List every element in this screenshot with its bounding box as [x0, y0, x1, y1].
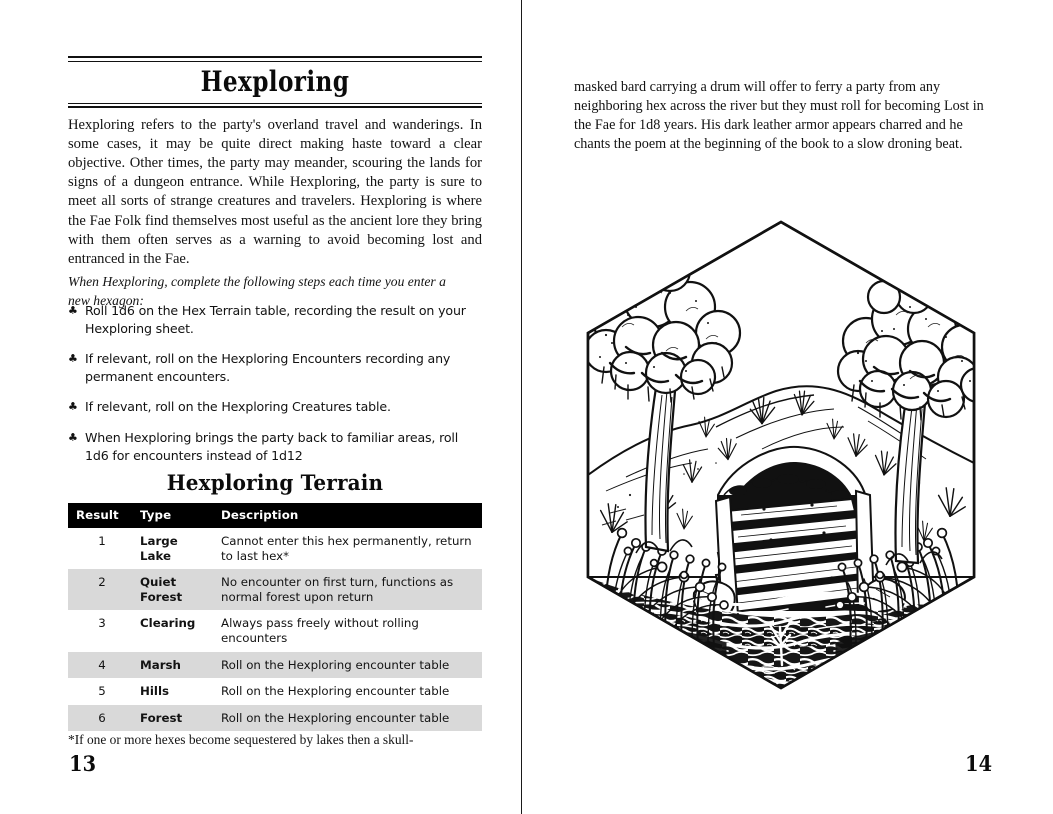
table-row [68, 678, 482, 705]
cell-description: Always pass freely without rolling encounters [214, 610, 482, 651]
table-row [68, 652, 482, 679]
intro-paragraph: Hexploring refers to the party's overland travel and wanderings. In some cases, it may be quite direct making haste toward a clear objective. Other times, the party may meander, scouring the lands for signs of a dungeon entrance. While Hexploring, the party is sure to meet all sorts of strange creatures and travelers. Hexploring is where the Fae Folk find themselves most useful as the ancient lore they bring with them often serves as a warning to avoid becoming lost and entranced in the Fae. [68, 116, 482, 268]
column-header-type: Type [134, 503, 214, 528]
club-bullet-icon: ♣ [68, 430, 78, 444]
title-rule-bottom [68, 103, 482, 109]
cell-description: No encounter on first turn, functions as normal forest upon return [214, 569, 482, 610]
list-item-label: Roll 1d6 on the Hex Terrain table, recording the result on your Hexploring sheet. [85, 303, 466, 336]
cell-result: 2 [68, 569, 134, 610]
table-row [68, 569, 482, 610]
list-item [68, 429, 482, 464]
table-header [68, 503, 482, 528]
club-bullet-icon: ♣ [68, 400, 78, 414]
table-footnote: *If one or more hexes become sequestered by lakes then a skull- [68, 732, 414, 748]
hexagon-landscape-illustration [566, 195, 996, 715]
cell-result: 5 [68, 678, 134, 705]
table-header-row [68, 503, 482, 528]
club-bullet-icon: ♣ [68, 304, 78, 317]
page-number-left: 13 [69, 751, 97, 776]
cell-type: Large Lake [134, 528, 214, 569]
hexploring-steps-list [68, 302, 482, 464]
column-header-result: Result [68, 503, 134, 528]
cell-type: Quiet Forest [134, 569, 214, 610]
table-body [68, 528, 482, 731]
cell-description: Cannot enter this hex permanently, return to last hex* [214, 528, 482, 569]
list-item [68, 302, 482, 337]
cell-description: Roll on the Hexploring encounter table [214, 705, 482, 732]
table-row [68, 705, 482, 732]
list-item [68, 350, 482, 385]
list-item-label: If relevant, roll on the Hexploring Creatures table. [85, 399, 391, 415]
cell-type: Clearing [134, 610, 214, 651]
page-title: Hexploring [200, 64, 350, 98]
chapter-title-block [68, 56, 482, 108]
cell-description: Roll on the Hexploring encounter table [214, 652, 482, 679]
table-row [68, 528, 482, 569]
cell-type: Hills [134, 678, 214, 705]
page-number-right: 14 [964, 751, 992, 776]
right-page [522, 0, 1053, 814]
list-item-label: If relevant, roll on the Hexploring Encounters recording any permanent encounters. [85, 351, 451, 384]
list-item [68, 398, 482, 416]
club-bullet-icon: ♣ [68, 352, 78, 366]
right-page-paragraph: masked bard carrying a drum will offer to ferry a party from any neighboring hex across the river but they must roll for becoming Lost in the Fae for 1d8 years. His dark leather armor appears charred and he chants the poem at the beginning of the book to a slow droning beat. [574, 79, 984, 153]
cell-type: Forest [134, 705, 214, 732]
cell-type: Marsh [134, 652, 214, 679]
list-item-label: When Hexploring brings the party back to familiar areas, roll 1d6 for encounters instead of 1d12 [85, 429, 459, 463]
cell-result: 6 [68, 705, 134, 732]
cell-result: 4 [68, 652, 134, 679]
cell-description: Roll on the Hexploring encounter table [214, 678, 482, 705]
cell-result: 1 [68, 528, 134, 569]
hexploring-terrain-table [68, 503, 482, 731]
instructions-lead-in: When Hexploring, complete the following steps each time you enter a new hexagon: [68, 273, 446, 308]
left-page [0, 0, 521, 814]
terrain-table-title: Hexploring Terrain [166, 470, 384, 495]
table-row [68, 610, 482, 651]
cell-result: 3 [68, 610, 134, 651]
column-header-description: Description [214, 503, 482, 528]
